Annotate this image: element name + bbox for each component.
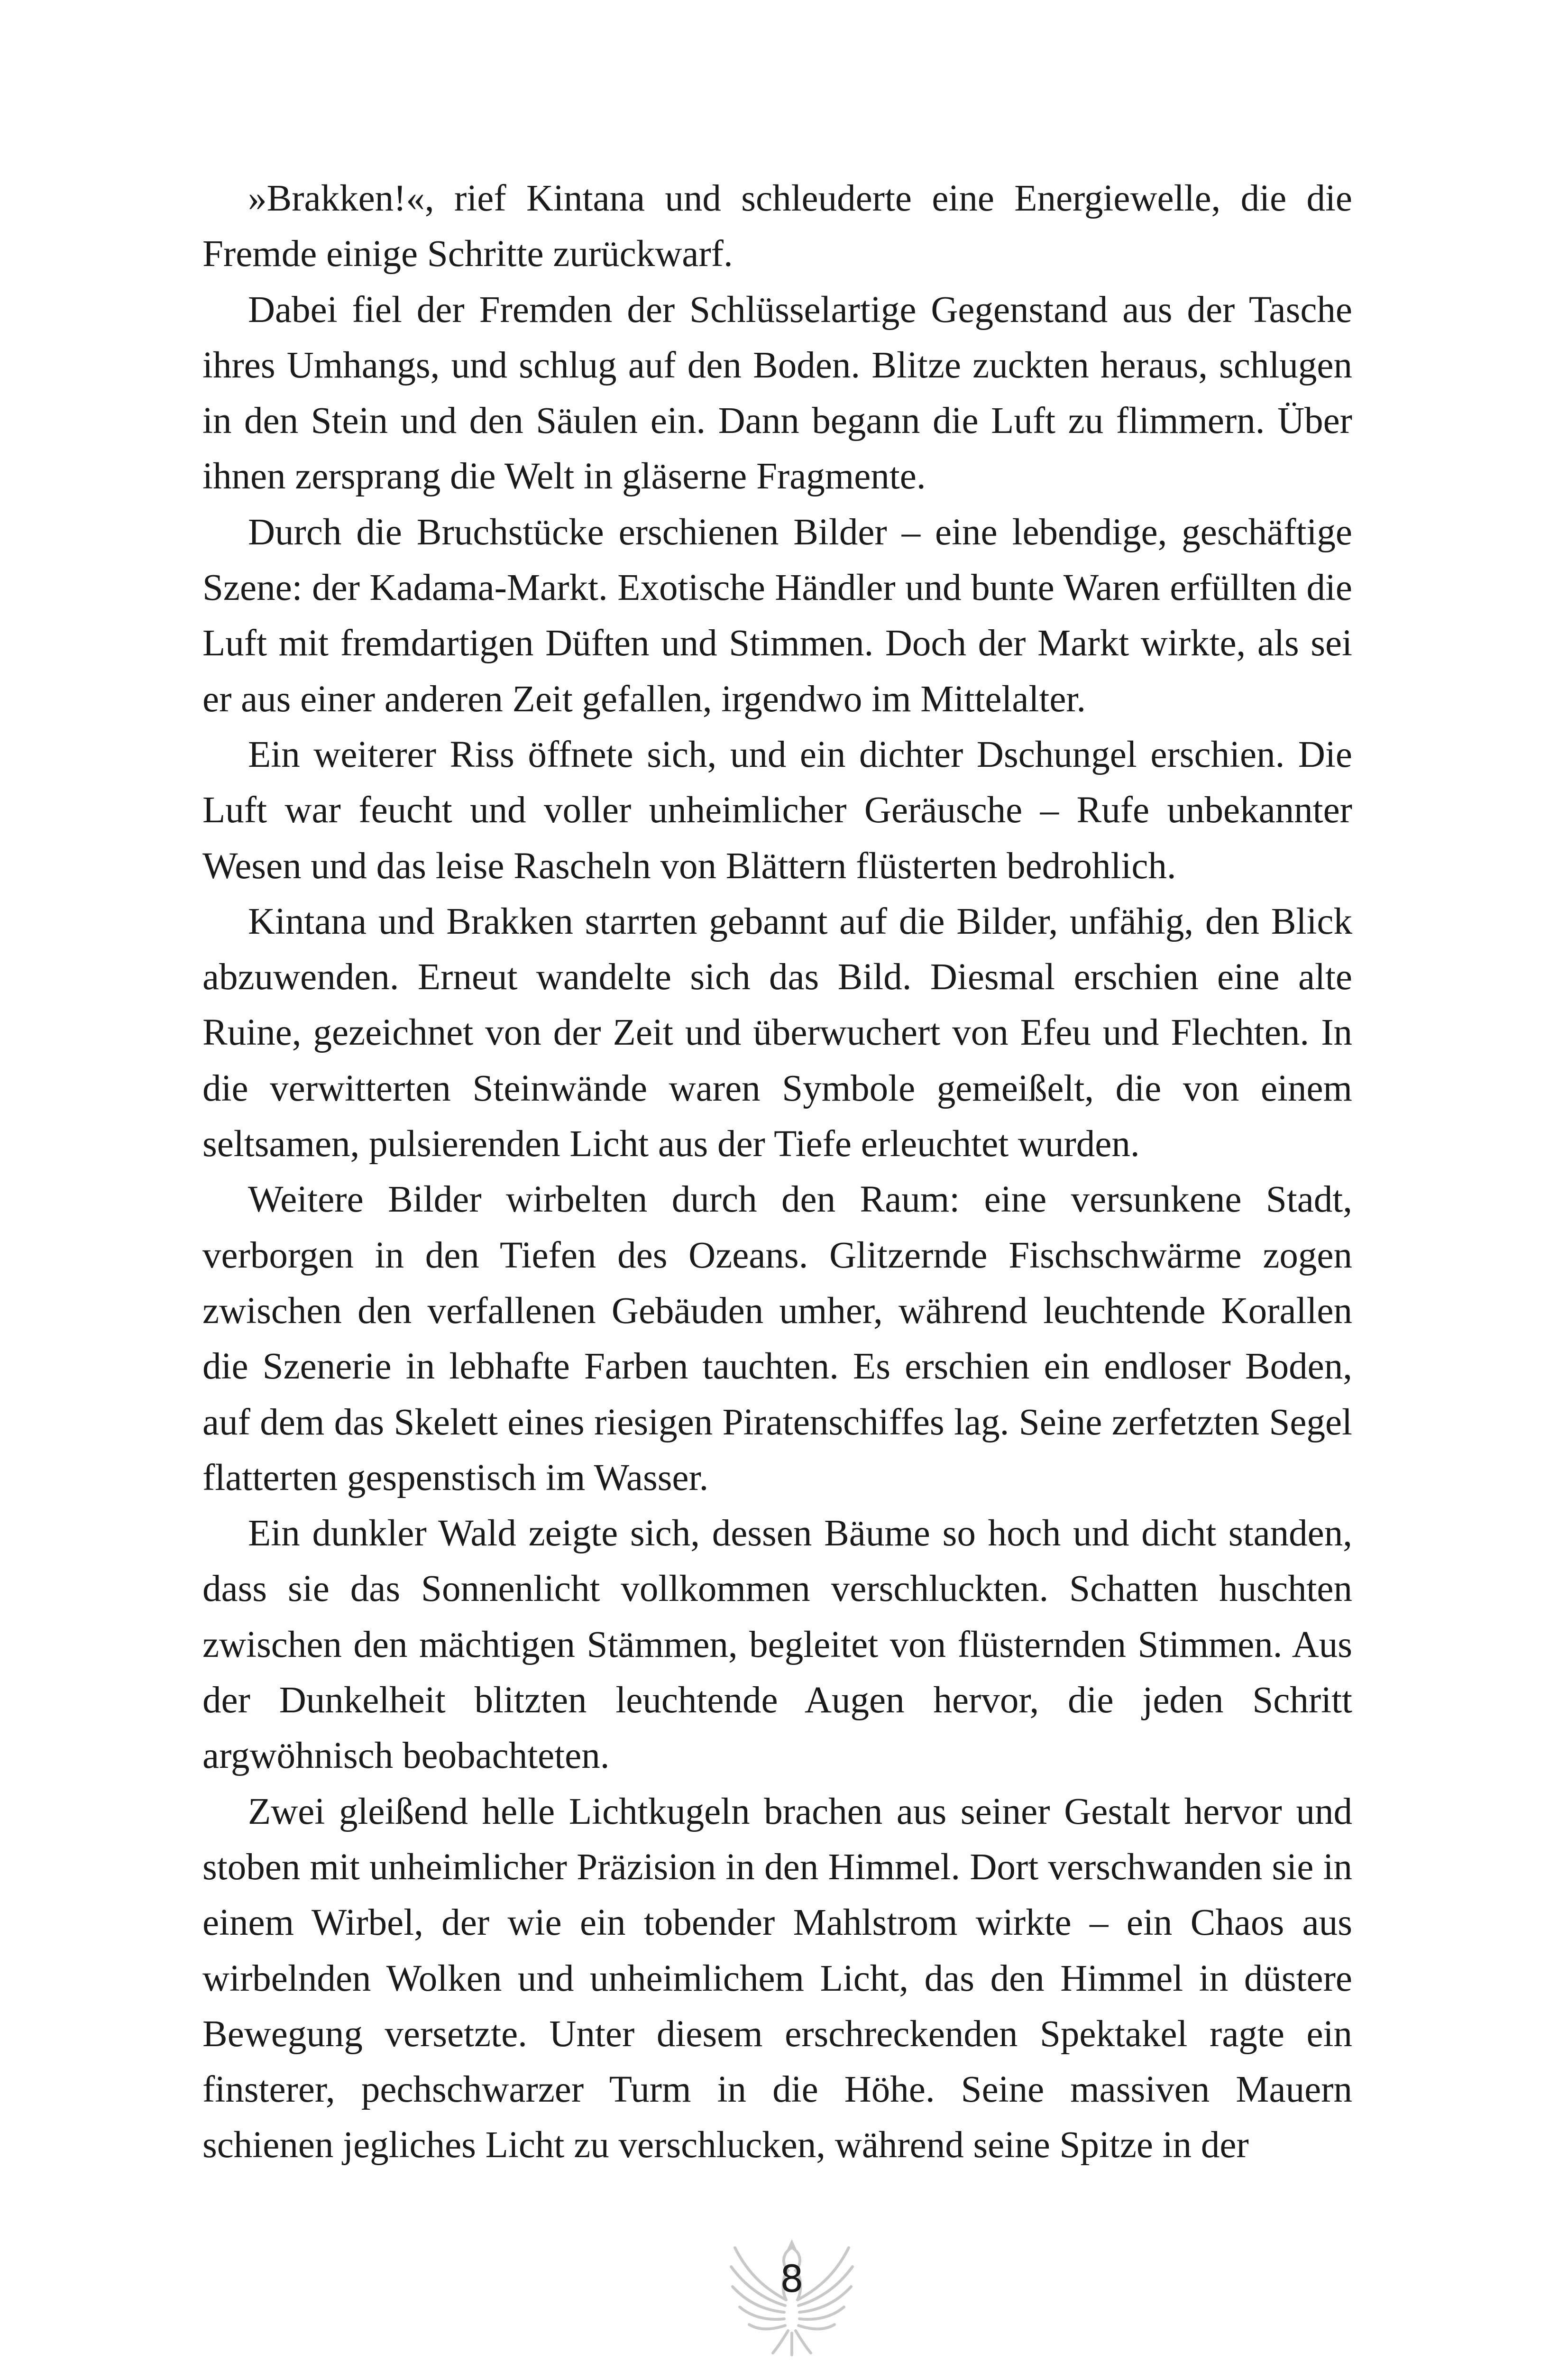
paragraph-3: Durch die Bruchstücke erschienen Bilder – eine lebendige, geschäftige Szene: der Kadama-Markt. Exotische Händler und bunte Waren erfüllten die Luft mit fremdartigen Düften und Stimmen. Doch der Markt wirkte, als sei er aus einer anderen Zeit gefallen, irgendwo im Mittelalter. bbox=[202, 511, 1352, 720]
paragraph-7: Ein dunkler Wald zeigte sich, dessen Bäume so hoch und dicht standen, dass sie das Sonnenlicht vollkommen verschluckten. Schatten huschten zwischen den mächtigen Stämmen, begleitet von flüsternden Stimmen. Aus der Dunkelheit blitzten leuchtende Augen hervor, die jeden Schritt argwöhnisch beobachteten. bbox=[202, 1513, 1352, 1777]
paragraph-2: Dabei fiel der Fremden der Schlüsselartige Gegenstand aus der Tasche ihres Umhangs, und schlug auf den Boden. Blitze zuckten heraus, schlugen in den Stein und den Säulen ein. Dann begann die Luft zu flimmern. Über ihnen zersprang die Welt in gläserne Fragmente. bbox=[202, 289, 1352, 497]
body-text bbox=[202, 171, 1352, 2173]
paragraph-6: Weitere Bilder wirbelten durch den Raum: eine versunkene Stadt, verborgen in den Tiefen des Ozeans. Glitzernde Fischschwärme zogen zwischen den verfallenen Gebäuden umher, während leuchtende Korallen die Szenerie in lebhafte Farben tauchten. Es erschien ein endloser Boden, auf dem das Skelett eines riesigen Piratenschiffes lag. Seine zerfetzten Segel flatterten gespenstisch im Wasser. bbox=[202, 1179, 1352, 1498]
page-footer bbox=[725, 2229, 858, 2357]
page-number: 8 bbox=[780, 2258, 804, 2301]
paragraph-1: »Brakken!«, rief Kintana und schleuderte eine Energiewelle, die die Fremde einige Schritte zurückwarf. bbox=[202, 178, 1352, 275]
paragraph-5: Kintana und Brakken starrten gebannt auf die Bilder, unfähig, den Blick abzuwenden. Erneut wandelte sich das Bild. Diesmal erschien eine alte Ruine, gezeichnet von der Zeit und überwuchert von Efeu und Flechten. In die verwitterten Steinwände waren Symbole gemeißelt, die von einem seltsamen, pulsierenden Licht aus der Tiefe erleuchtet wurden. bbox=[202, 901, 1352, 1165]
paragraph-4: Ein weiterer Riss öffnete sich, und ein dichter Dschungel erschien. Die Luft war feucht und voller unheimlicher Geräusche – Rufe unbekannter Wesen und das leise Rascheln von Blättern flüsterten bedrohlich. bbox=[202, 734, 1352, 887]
paragraph-8: Zwei gleißend helle Lichtkugeln brachen aus seiner Gestalt hervor und stoben mit unheimlicher Präzision in den Himmel. Dort verschwanden sie in einem Wirbel, der wie ein tobender Mahlstrom wirkte – ein Chaos aus wirbelnden Wolken und unheimlichem Licht, das den Himmel in düstere Bewegung versetzte. Unter diesem erschreckenden Spektakel ragte ein finsterer, pechschwarzer Turm in die Höhe. Seine massiven Mauern schienen jegliches Licht zu verschlucken, während seine Spitze in der bbox=[202, 1791, 1352, 2166]
